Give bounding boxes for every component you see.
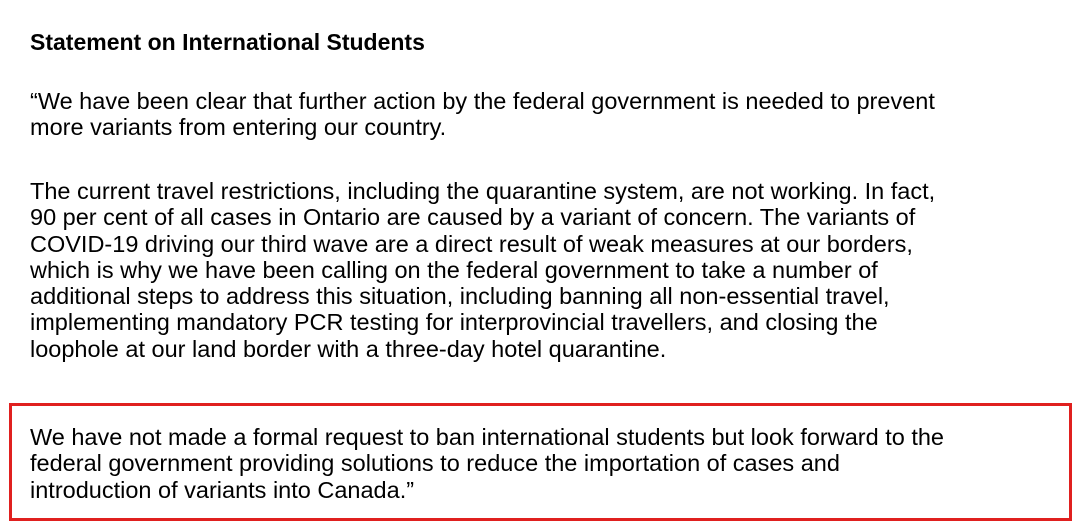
- text-line: COVID-19 driving our third wave are a direct result of weak measures at our borders,: [30, 230, 913, 257]
- text-line: The current travel restrictions, including the quarantine system, are not working. In fact,: [30, 178, 936, 204]
- text-line: 90 per cent of all cases in Ontario are caused by a variant of concern. The variants of: [30, 204, 916, 231]
- text-line: “We have been clear that further action by the federal government is needed to prevent: [30, 88, 935, 114]
- text-line: more variants from entering our country.: [30, 114, 447, 141]
- text-line: introduction of variants into Canada.”: [30, 476, 415, 503]
- text-line: implementing mandatory PCR testing for interprovincial travellers, and closing the: [30, 309, 878, 336]
- paragraph-travel-restrictions: [30, 178, 1070, 362]
- paragraph-international-students: [30, 424, 1070, 503]
- text-line: federal government providing solutions to reduce the importation of cases and: [30, 450, 840, 477]
- text-line: We have not made a formal request to ban international students but look forward to the: [30, 424, 944, 450]
- text-line: additional steps to address this situation, including banning all non-essential travel,: [30, 283, 890, 310]
- statement-title: Statement on International Students: [30, 29, 425, 55]
- text-line: loophole at our land border with a three-day hotel quarantine.: [30, 335, 667, 362]
- text-line: which is why we have been calling on the federal government to take a number of: [30, 256, 878, 283]
- paragraph-clear-action: [30, 88, 1070, 141]
